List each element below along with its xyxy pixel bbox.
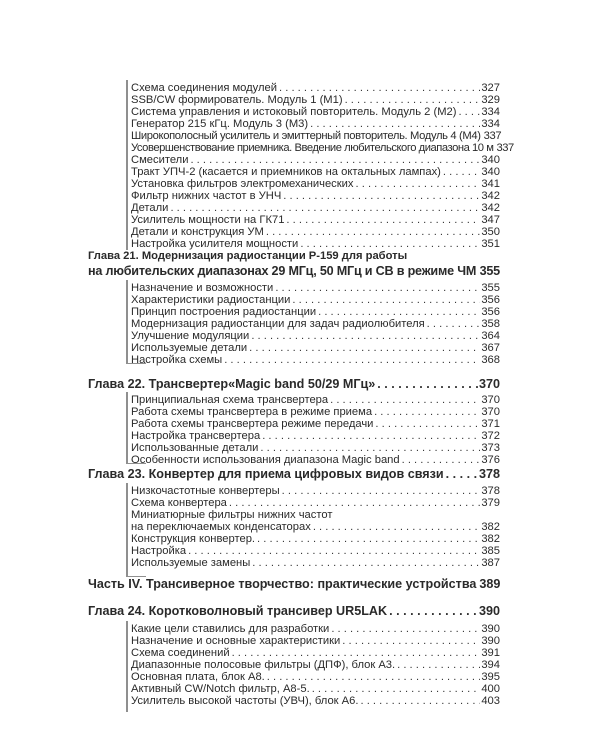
entry-page: 364 (481, 330, 500, 342)
leader-dots (266, 226, 480, 238)
leader-dots (313, 521, 481, 533)
chapter-title: Глава 24. Коротковолновый трансивер UR5LAK (88, 604, 388, 618)
toc-entry[interactable] (131, 226, 500, 238)
entry-title: Модернизация радиостанции для задач радиолюбителя (131, 318, 425, 330)
leader-dots (342, 635, 480, 647)
leader-dots (345, 94, 481, 106)
toc-entry[interactable] (131, 418, 500, 430)
entry-title: Используемые детали (131, 342, 248, 354)
toc-entry[interactable] (131, 659, 500, 671)
entry-page: 370 (481, 406, 500, 418)
toc-entry[interactable] (131, 82, 500, 94)
leader-dots (252, 557, 480, 569)
toc-entry[interactable] (131, 106, 500, 118)
toc-entry[interactable] (131, 647, 500, 659)
section-rule (126, 392, 128, 463)
entry-title: Принципиальная схема трансвертера (131, 394, 329, 406)
entry-page: 368 (481, 354, 500, 366)
toc-entry[interactable] (131, 238, 500, 250)
entry-title: на переключаемых конденсаторах (131, 521, 311, 533)
entry-title: Схема соединения модулей (131, 82, 278, 94)
leader-dots (389, 604, 478, 619)
part-page: 389 (479, 577, 501, 591)
chapter-title: на любительских диапазонах 29 МГц, 50 МГц и СВ в режиме ЧМ (88, 264, 477, 278)
toc-entry[interactable] (131, 282, 500, 294)
toc-entry[interactable] (131, 354, 500, 366)
toc-entry[interactable] (131, 394, 500, 406)
entry-title: Настройка трансвертера (131, 430, 261, 442)
entry-page: 367 (481, 342, 500, 354)
leader-dots (282, 485, 481, 497)
entry-title: Детали (131, 202, 169, 214)
leader-dots (300, 238, 480, 250)
leader-dots (375, 418, 480, 430)
toc-entry[interactable] (131, 178, 500, 190)
entry-page: 400 (481, 683, 500, 695)
toc-entry[interactable] (131, 623, 500, 635)
toc-entry[interactable] (131, 635, 500, 647)
leader-dots (427, 318, 481, 330)
leader-dots (190, 154, 480, 166)
leader-dots (356, 178, 481, 190)
entry-title: Работа схемы трансвертера режиме передачи (131, 418, 374, 430)
leader-dots (283, 190, 480, 202)
toc-entry[interactable] (131, 485, 500, 497)
entry-page: 403 (481, 695, 500, 707)
toc-entry[interactable] (131, 294, 500, 306)
entry-title: Схема конвертера (131, 497, 227, 509)
entry-page: 373 (481, 442, 500, 454)
chapter-heading[interactable] (88, 377, 500, 392)
leader-dots (331, 623, 480, 635)
entry-title: Настройка (131, 545, 187, 557)
toc-entry[interactable] (131, 130, 500, 142)
entry-page: 355 (481, 282, 500, 294)
toc-entry[interactable] (131, 430, 500, 442)
entry-title: Назначение и основные характеристики (131, 635, 341, 647)
entry-page: 370 (481, 394, 500, 406)
entry-title: Диапазонные полосовые фильтры (ДПФ), блок А3. (131, 659, 396, 671)
leader-dots (446, 467, 478, 482)
entry-page: 391 (481, 647, 500, 659)
entry-title: Настройка усилителя мощности (131, 238, 299, 250)
entry-page: 390 (481, 623, 500, 635)
entry-page: 342 (481, 202, 500, 214)
entry-page: 372 (481, 430, 500, 442)
entry-title: Низкочастотные конвертеры (131, 485, 280, 497)
chapter-page: 355 (479, 264, 500, 278)
toc-entry[interactable] (131, 154, 500, 166)
toc-entry[interactable] (131, 671, 500, 683)
entry-page: 378 (481, 485, 500, 497)
entry-title: Усилитель мощности на ГК71 (131, 214, 285, 226)
section-rule (126, 280, 128, 363)
entry-page: 356 (481, 294, 500, 306)
entry-page: 337 (483, 130, 502, 142)
chapter-heading[interactable] (88, 467, 500, 482)
leader-dots (397, 659, 480, 671)
entry-page: 341 (481, 178, 500, 190)
entry-page: 342 (481, 190, 500, 202)
entry-page: 356 (481, 306, 500, 318)
entry-title: Усилитель высокой частоты (УВЧ), блок А6. (131, 695, 359, 707)
leader-dots (224, 354, 480, 366)
entry-title: Характеристики радиостанции (131, 294, 291, 306)
leader-dots (170, 202, 480, 214)
leader-dots (377, 377, 478, 392)
toc-entry[interactable] (131, 406, 500, 418)
leader-dots (374, 406, 480, 418)
leader-dots (279, 82, 480, 94)
entry-title: Тракт УПЧ-2 (касается и приемников на октальных лампах) (131, 166, 441, 178)
entry-title: SSB/CW формирователь. Модуль 1 (М1) (131, 94, 343, 106)
leader-dots (275, 282, 480, 294)
entry-title: Смесители (131, 154, 189, 166)
leader-dots (262, 430, 480, 442)
entry-title: Особенности использования диапазона Magic band (131, 454, 400, 466)
leader-dots (292, 294, 480, 306)
leader-dots (267, 671, 481, 683)
toc-entry[interactable] (131, 202, 500, 214)
chapter-title: Глава 22. Трансвертер«Magic band 50/29 МГц» (88, 377, 376, 391)
chapter-heading[interactable] (88, 604, 500, 619)
entry-page: 350 (481, 226, 500, 238)
entry-title: Усовершенствование приемника. Введение любительского диапазона 10 м (131, 142, 494, 154)
entry-title: Система управления и истоковый повторитель. Модуль 2 (М2) (131, 106, 457, 118)
entry-page: 358 (481, 318, 500, 330)
entry-page: 340 (481, 166, 500, 178)
entry-page: 394 (481, 659, 500, 671)
toc-entry[interactable] (131, 214, 500, 226)
chapter-title: Глава 23. Конвертер для приема цифровых видов связи (88, 467, 444, 481)
toc-entry[interactable] (131, 695, 500, 707)
entry-page: 376 (481, 454, 500, 466)
toc-entry[interactable] (131, 545, 500, 557)
toc-entry[interactable] (131, 142, 514, 154)
entry-title: Основная плата, блок А8. (131, 671, 265, 683)
part-heading[interactable] (88, 577, 500, 592)
toc-entry[interactable] (131, 190, 500, 202)
toc-entry[interactable] (131, 166, 500, 178)
entry-title: Конструкция конвертер. (131, 533, 256, 545)
leader-dots (330, 394, 480, 406)
entry-page: 327 (481, 82, 500, 94)
chapter-page: 370 (478, 377, 500, 391)
toc-entry[interactable] (131, 94, 500, 106)
toc-entry[interactable] (131, 118, 500, 130)
chapter-page: 378 (478, 467, 500, 481)
entry-title: Назначение и возможности (131, 282, 274, 294)
entry-page: 329 (481, 94, 500, 106)
chapter-page: 390 (478, 604, 500, 618)
leader-dots (257, 533, 480, 545)
toc-entry[interactable] (131, 454, 500, 466)
toc-entry[interactable] (131, 521, 500, 533)
leader-dots (458, 106, 480, 118)
entry-title-line1[interactable]: Миниатюрные фильтры нижних частот (131, 509, 333, 521)
toc-entry[interactable] (131, 330, 500, 342)
leader-dots (286, 214, 480, 226)
section-rule (126, 80, 128, 250)
leader-dots (443, 166, 480, 178)
entry-title: Какие цели ставились для разработки (131, 623, 330, 635)
leader-dots (402, 454, 481, 466)
entry-page: 382 (481, 533, 500, 545)
chapter-heading-line1[interactable]: Глава 21. Модернизация радиостанции Р-159 для работы (88, 250, 408, 262)
entry-title: Используемые замены (131, 557, 251, 569)
entry-title: Установка фильтров электромеханических (131, 178, 354, 190)
leader-dots (251, 330, 480, 342)
toc-entry[interactable] (131, 533, 500, 545)
leader-dots (188, 545, 480, 557)
leader-dots (360, 695, 480, 707)
entry-page: 385 (481, 545, 500, 557)
entry-title: Схема соединений (131, 647, 230, 659)
entry-title: Детали и конструкция УМ (131, 226, 264, 238)
section-rule (126, 483, 128, 576)
entry-page: 337 (496, 142, 514, 154)
entry-title: Настройка схемы (131, 354, 223, 366)
entry-page: 351 (481, 238, 500, 250)
leader-dots (310, 118, 480, 130)
entry-page: 334 (481, 106, 500, 118)
toc-entry[interactable] (131, 557, 500, 569)
entry-page: 334 (481, 118, 500, 130)
leader-dots (229, 497, 480, 509)
leader-dots (318, 306, 480, 318)
entry-page: 390 (481, 635, 500, 647)
entry-title: Улучшение модуляции (131, 330, 250, 342)
toc-entry[interactable] (131, 342, 500, 354)
entry-page: 340 (481, 154, 500, 166)
entry-title: Активный CW/Notch фильтр, А8-5. (131, 683, 310, 695)
entry-title: Работа схемы трансвертера в режиме приема (131, 406, 373, 418)
part-title: Часть IV. Трансиверное творчество: практические устройства (88, 577, 477, 591)
entry-title: Широкополосный усилитель и эмиттерный повторитель. Модуль 4 (М4) (131, 130, 481, 142)
entry-page: 371 (481, 418, 500, 430)
entry-page: 379 (481, 497, 500, 509)
chapter-heading[interactable] (88, 264, 500, 279)
leader-dots (312, 683, 481, 695)
entry-title: Принцип построения радиостанции (131, 306, 317, 318)
toc-entry[interactable] (131, 442, 500, 454)
entry-title: Использованные детали (131, 442, 259, 454)
toc-entry[interactable] (131, 306, 500, 318)
section-rule (126, 621, 128, 712)
entry-title: Генератор 215 кГц. Модуль 3 (М3) (131, 118, 309, 130)
entry-page: 395 (481, 671, 500, 683)
entry-page: 387 (481, 557, 500, 569)
toc-entry[interactable] (131, 318, 500, 330)
leader-dots (232, 647, 481, 659)
entry-title: Фильтр нижних частот в УНЧ (131, 190, 282, 202)
entry-page: 347 (481, 214, 500, 226)
toc-entry[interactable] (131, 497, 500, 509)
leader-dots (249, 342, 480, 354)
toc-entry[interactable] (131, 683, 500, 695)
entry-page: 382 (481, 521, 500, 533)
leader-dots (260, 442, 480, 454)
